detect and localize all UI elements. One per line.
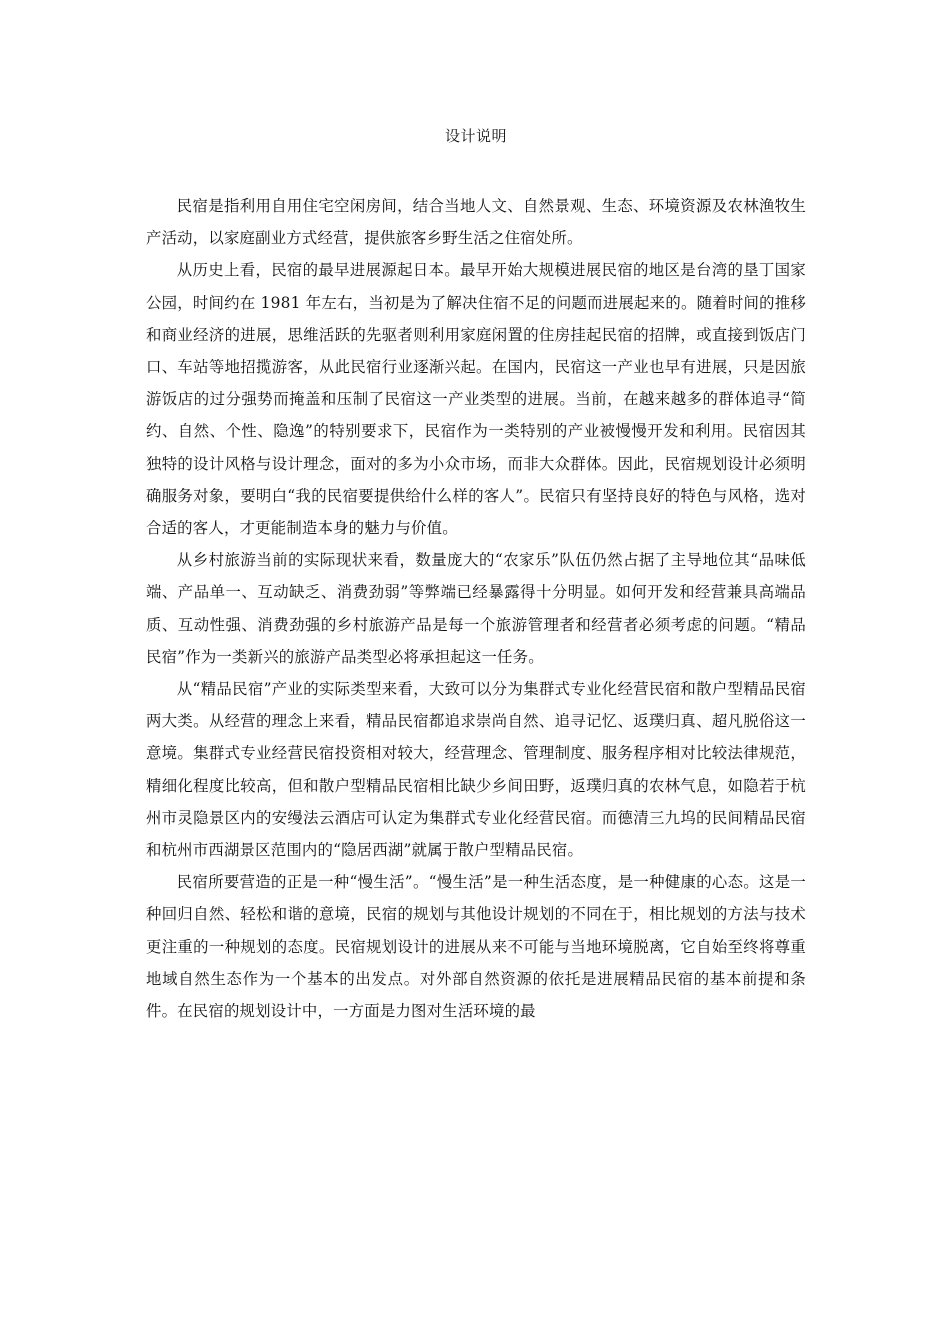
document-body (146, 190, 806, 1027)
document-page (146, 0, 806, 1344)
paragraph-boutique-types: 从“精品民宿”产业的实际类型来看，大致可以分为集群式专业化经营民宿和散户型精品民宿两大类。从经营的理念上来看，精品民宿都追求崇尚自然、追寻记忆、返璞归真、超凡脱俗这一意境。集群式专业经营民宿投资相对较大，经营理念、管理制度、服务程序相对比较法律规范，精细化程度比较高，但和散户型精品民宿相比缺少乡间田野，返璞归真的农林气息，如隐若于杭州市灵隐景区内的安缦法云酒店可认定为集群式专业化经营民宿。而德清三九坞的民间精品民宿和杭州市西湖景区范围内的“隐居西湖”就属于散户型精品民宿。 (146, 680, 806, 860)
document-title: 设计说明 (444, 127, 507, 145)
paragraph-slow-life: 民宿所要营造的正是一种“慢生活”。“慢生活”是一种生活态度，是一种健康的心态。这是一种回归自然、轻松和谐的意境，民宿的规划与其他设计规划的不同在于，相比规划的方法与技术更注重的一种规划的态度。民宿规划设计的进展从来不可能与当地环境脱离，它自始至终将尊重地域自然生态作为一个基本的出发点。对外部自然资源的依托是进展精品民宿的基本前提和条件。在民宿的规划设计中，一方面是力图对生活环境的最 (146, 873, 806, 1021)
paragraph-rural-tourism: 从乡村旅游当前的实际现状来看，数量庞大的“农家乐”队伍仍然占据了主导地位其“品味低端、产品单一、互动缺乏、消费劲弱”等弊端已经暴露得十分明显。如何开发和经营兼具高端品质、互动性强、消费劲强的乡村旅游产品是每一个旅游管理者和经营者必须考虑的问题。“精品民宿”作为一类新兴的旅游产品类型必将承担起这一任务。 (146, 551, 806, 666)
paragraph-history: 从历史上看，民宿的最早进展源起日本。最早开始大规模进展民宿的地区是台湾的垦丁国家公园，时间约在 1981 年左右，当初是为了解决住宿不足的问题而进展起来的。随着时间的推移和商业经济的进展，思维活跃的先驱者则利用家庭闲置的住房挂起民宿的招牌，或直接到饭店门口、车站等地招揽游客，从此民宿行业逐渐兴起。在国内，民宿这一产业也早有进展，只是因旅游饭店的过分强势而掩盖和压制了民宿这一产业类型的进展。当前，在越来越多的群体追寻“简约、自然、个性、隐逸”的特别要求下，民宿作为一类特别的产业被慢慢开发和利用。民宿因其独特的设计风格与设计理念，面对的多为小众市场，而非大众群体。因此，民宿规划设计必须明确服务对象，要明白“我的民宿要提供给什么样的客人”。民宿只有坚持良好的特色与风格，选对合适的客人，才更能制造本身的魅力与价值。 (146, 261, 806, 538)
paragraph-definition: 民宿是指利用自用住宅空闲房间，结合当地人文、自然景观、生态、环境资源及农林渔牧生产活动，以家庭副业方式经营，提供旅客乡野生活之住宿处所。 (146, 197, 806, 248)
